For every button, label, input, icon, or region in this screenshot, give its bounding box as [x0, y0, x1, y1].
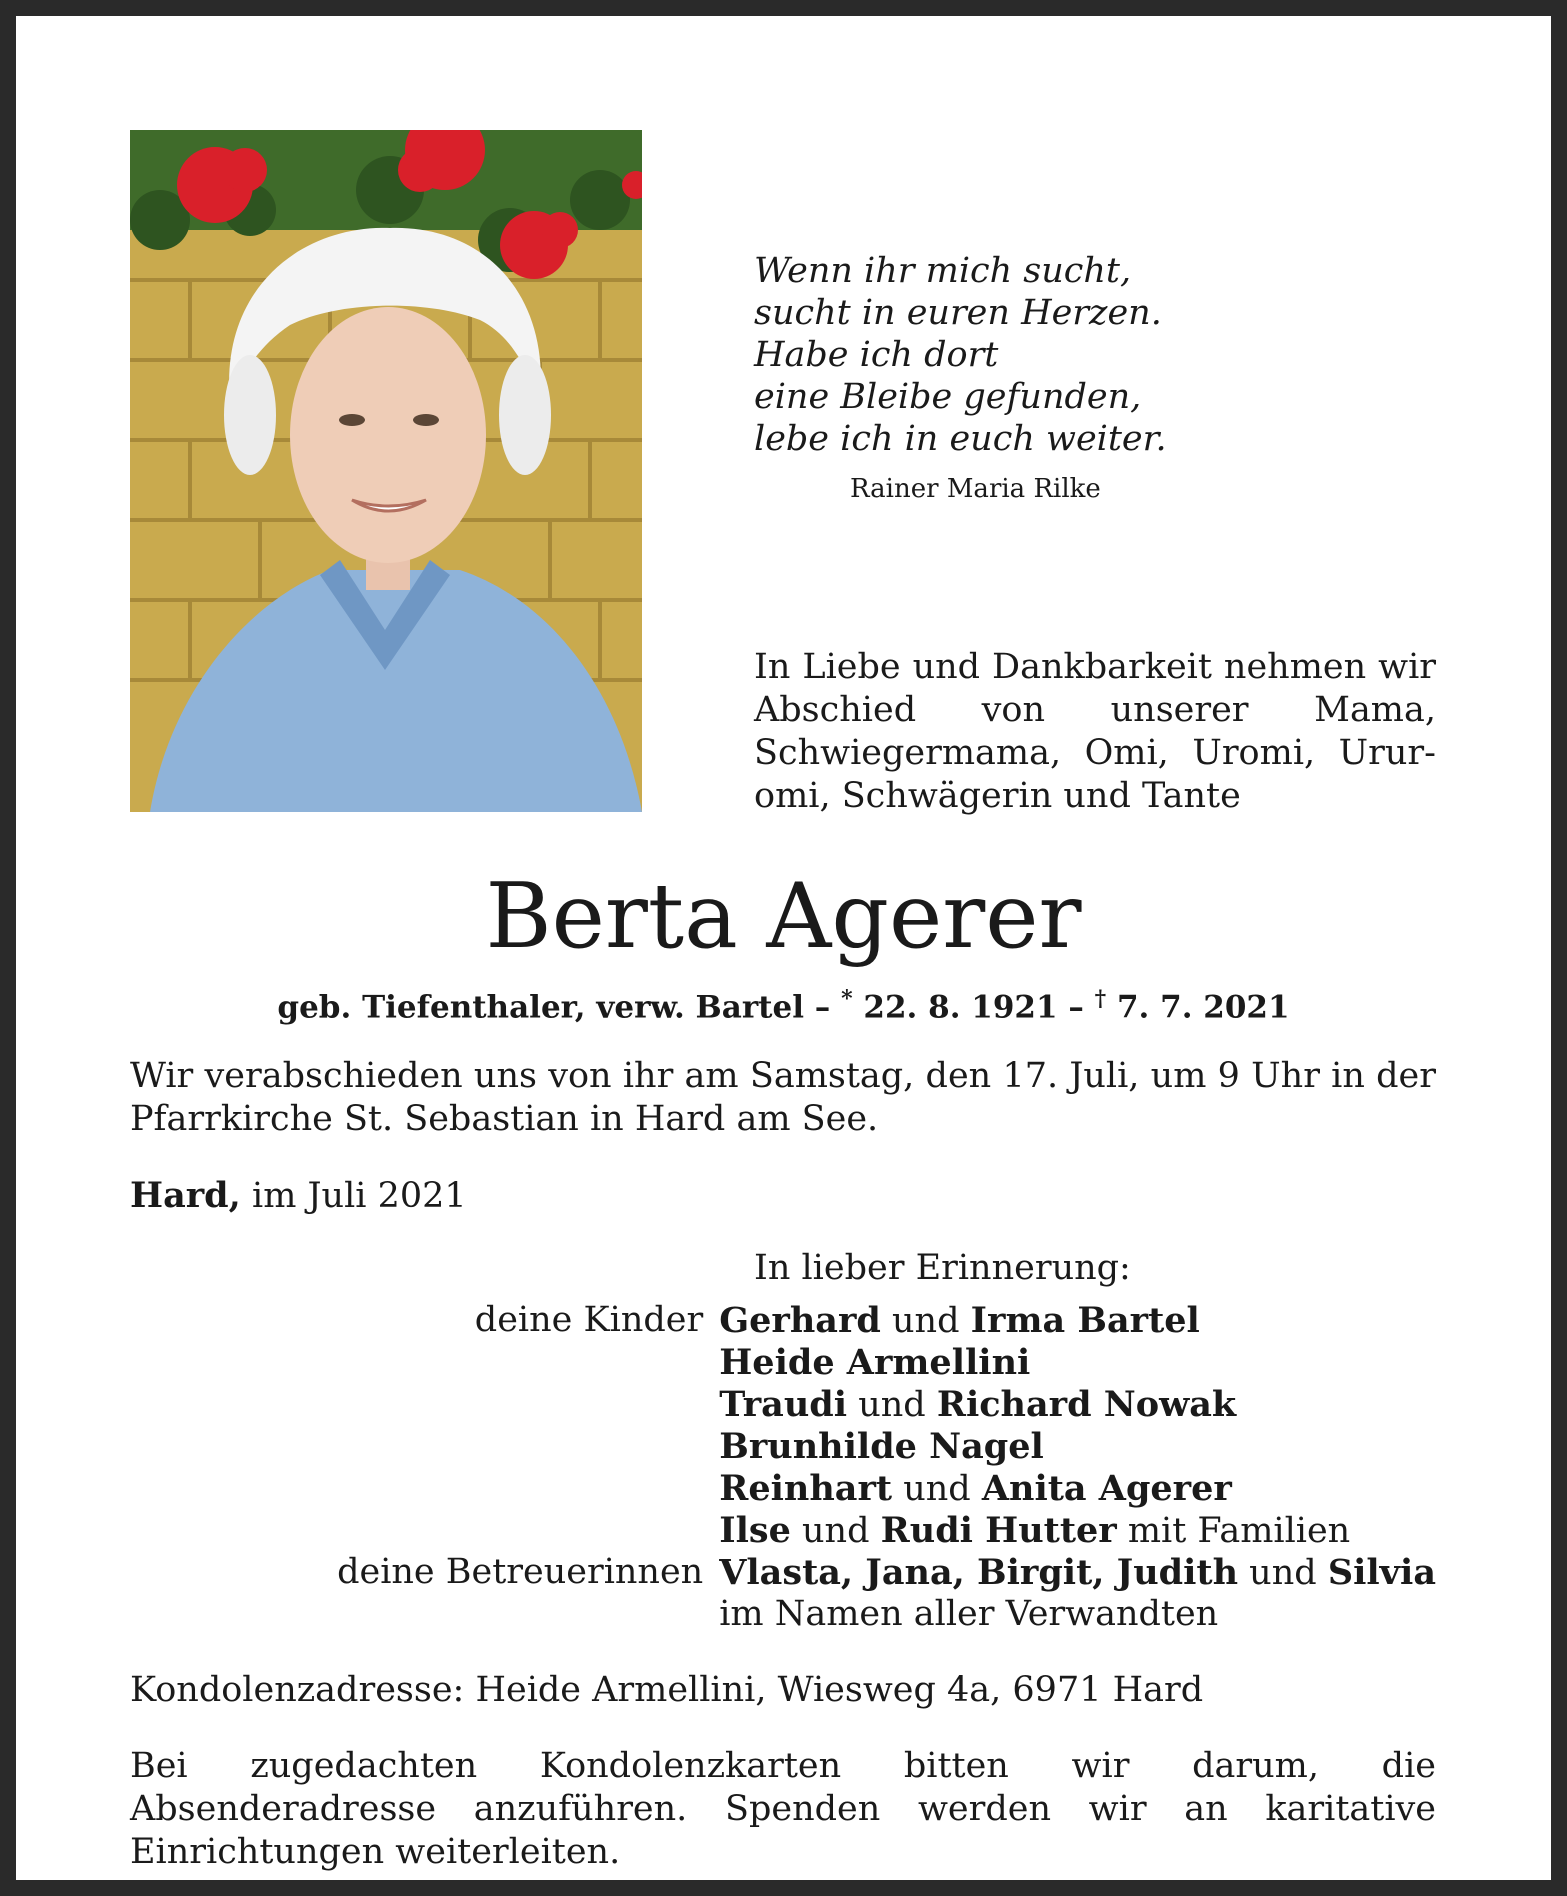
conjunction: und — [903, 1469, 971, 1509]
signatory-names — [719, 1300, 1436, 1342]
death-symbol: † — [1094, 986, 1107, 1012]
signatory-names — [719, 1426, 1436, 1468]
name-traudi: Traudi — [719, 1384, 848, 1425]
death-date: 7. 7. 2021 — [1116, 989, 1290, 1026]
portrait-photo — [130, 130, 642, 812]
name-richard: Richard Nowak — [936, 1384, 1237, 1425]
birth-name: geb. Tiefenthaler, verw. Bartel — [277, 989, 804, 1026]
poem-quote: Wenn ihr mich sucht, sucht in euren Herzen. Habe ich dort eine Bleibe gefunden, lebe ich in euch weiter. — [754, 251, 1167, 459]
signatory-names — [719, 1552, 1436, 1594]
place-date — [130, 1175, 467, 1216]
name-caregivers: Vlasta, Jana, Birgit, Judith — [719, 1552, 1239, 1593]
signatory-row — [130, 1594, 1436, 1636]
name-irma: Irma Bartel — [970, 1300, 1200, 1341]
name-silvia: Silvia — [1327, 1552, 1436, 1593]
place-town: Hard, — [130, 1175, 241, 1216]
conjunction: und — [892, 1301, 960, 1341]
condolence-address: Kondolenzadresse: Heide Armellini, Wiesweg 4a, 6971 Hard — [130, 1670, 1204, 1710]
signatory-names — [719, 1342, 1436, 1384]
betreuer-label: deine Betreuerinnen — [337, 1552, 704, 1592]
name-brunhilde: Brunhilde Nagel — [719, 1426, 1044, 1467]
birth-date: 22. 8. 1921 — [863, 989, 1058, 1026]
birth-symbol: * — [841, 986, 853, 1012]
signatory-names — [719, 1510, 1436, 1552]
life-dates: geb. Tiefenthaler, verw. Bartel – * 22. 8. 1921 – † 7. 7. 2021 — [277, 986, 1290, 1026]
families-text: mit Familien — [1127, 1511, 1351, 1551]
conjunction: und — [1249, 1553, 1317, 1593]
name-gerhard: Gerhard — [719, 1300, 881, 1341]
funeral-notice: Wir verabschieden uns von ihr am Samstag, den 17. Juli, um 9 Uhr in der Pfarrkirche St. Sebastian in Hard am See. — [130, 1056, 1436, 1139]
intro-text: In Liebe und Dankbarkeit nehmen wir Abschied von unserer Mama, Schwiegermama, Omi, Uromi, Urur-omi, Schwägerin und Tante — [754, 647, 1436, 816]
deceased-name: Berta Agerer — [485, 864, 1082, 969]
signatory-names — [719, 1468, 1436, 1510]
signatory-row — [130, 1468, 1436, 1510]
signatories — [130, 1300, 1436, 1636]
conjunction: und — [858, 1385, 926, 1425]
signatory-row — [130, 1510, 1436, 1552]
signatory-names — [719, 1384, 1436, 1426]
kinder-label: deine Kinder — [474, 1300, 704, 1340]
name-anita: Anita Agerer — [981, 1468, 1232, 1509]
closing-note: Bei zugedachten Kondolenzkarten bitten wir darum, die Absenderadresse anzuführen. Spenden werden wir an karitative Einrichtungen weiterleiten. — [130, 1746, 1436, 1872]
name-rudi: Rudi Hutter — [880, 1510, 1117, 1551]
signatory-row — [130, 1426, 1436, 1468]
signatory-row — [130, 1342, 1436, 1384]
signatory-row — [130, 1300, 1436, 1342]
relatives-line: im Namen aller Verwandten — [719, 1594, 1219, 1634]
poem-author: Rainer Maria Rilke — [850, 474, 1101, 504]
memory-heading: In lieber Erinnerung: — [754, 1248, 1131, 1288]
name-ilse: Ilse — [719, 1510, 791, 1551]
conjunction: und — [802, 1511, 870, 1551]
signatory-row — [130, 1384, 1436, 1426]
name-heide: Heide Armellini — [719, 1342, 1031, 1383]
name-reinhart: Reinhart — [719, 1468, 893, 1509]
signatory-row — [130, 1552, 1436, 1594]
place-month: im Juli 2021 — [252, 1176, 467, 1216]
